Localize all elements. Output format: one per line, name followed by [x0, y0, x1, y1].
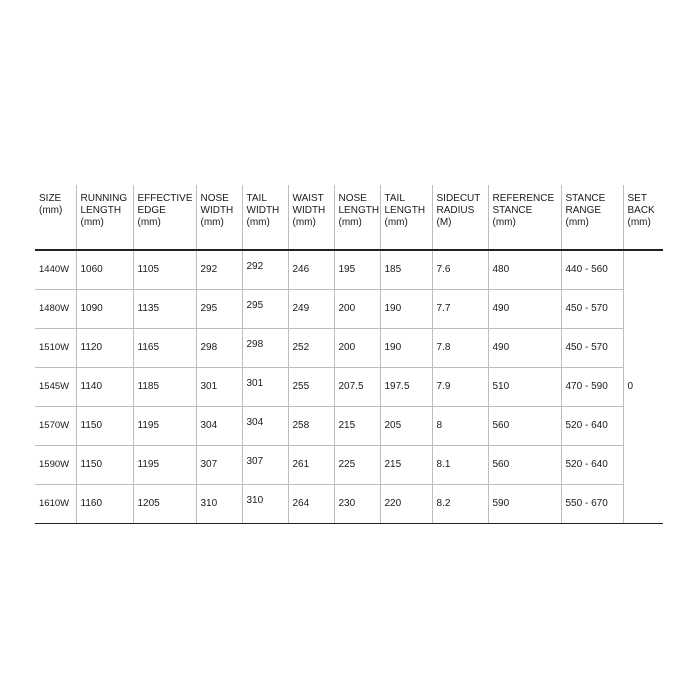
- cell-tail-width: [242, 329, 288, 368]
- cell-effective-edge: [133, 329, 196, 368]
- cell-value: 450 - 570: [565, 303, 608, 314]
- cell-value: 298: [246, 339, 264, 350]
- table-row: [35, 485, 663, 524]
- cell-value: 1165: [137, 342, 160, 353]
- cell-value: 520 - 640: [565, 420, 608, 431]
- cell-value: 1545W: [39, 381, 70, 392]
- cell-value: 520 - 640: [565, 459, 608, 470]
- cell-value: 1090: [80, 303, 103, 314]
- cell-nose-width: [196, 485, 242, 524]
- cell-value: 258: [292, 420, 310, 431]
- cell-nose-length: [334, 485, 380, 524]
- cell-value: 304: [246, 417, 264, 428]
- cell-size: [35, 290, 76, 329]
- cell-value: 292: [246, 261, 264, 272]
- cell-value: 197.5: [384, 381, 410, 392]
- cell-nose-length: [334, 407, 380, 446]
- cell-reference-stance: [488, 446, 561, 485]
- cell-nose-length: [334, 290, 380, 329]
- header-sidecut-radius: SIDECUT RADIUS (M): [432, 185, 488, 250]
- cell-waist-width: [288, 329, 334, 368]
- cell-value: 7.7: [436, 303, 451, 314]
- cell-reference-stance: [488, 407, 561, 446]
- cell-effective-edge: [133, 290, 196, 329]
- cell-value: 470 - 590: [565, 381, 608, 392]
- cell-stance-range: [561, 368, 623, 407]
- header-reference-stance: REFERENCE STANCE (mm): [488, 185, 561, 250]
- cell-running-length: [76, 329, 133, 368]
- spec-table: [35, 185, 663, 524]
- cell-waist-width: [288, 407, 334, 446]
- cell-value: 185: [384, 264, 402, 275]
- cell-value: 264: [292, 498, 310, 509]
- cell-tail-width: [242, 407, 288, 446]
- cell-waist-width: [288, 485, 334, 524]
- cell-sidecut-radius: [432, 446, 488, 485]
- cell-nose-width: [196, 407, 242, 446]
- cell-size: [35, 368, 76, 407]
- cell-tail-length: [380, 368, 432, 407]
- cell-value: 1610W: [39, 498, 70, 509]
- cell-waist-width: [288, 250, 334, 290]
- cell-sidecut-radius: [432, 329, 488, 368]
- cell-stance-range: [561, 290, 623, 329]
- cell-sidecut-radius: [432, 368, 488, 407]
- cell-value: 225: [338, 459, 356, 470]
- cell-effective-edge: [133, 407, 196, 446]
- cell-stance-range: [561, 485, 623, 524]
- table-row: [35, 329, 663, 368]
- header-size: SIZE (mm): [35, 185, 76, 250]
- cell-value: 490: [492, 342, 510, 353]
- cell-tail-width: [242, 446, 288, 485]
- cell-effective-edge: [133, 250, 196, 290]
- cell-size: [35, 485, 76, 524]
- cell-value: 1195: [137, 459, 160, 470]
- cell-value: 295: [246, 300, 264, 311]
- cell-value: 8.1: [436, 459, 451, 470]
- cell-running-length: [76, 250, 133, 290]
- cell-value: 510: [492, 381, 510, 392]
- cell-running-length: [76, 407, 133, 446]
- cell-stance-range: [561, 329, 623, 368]
- cell-value: 7.8: [436, 342, 451, 353]
- cell-sidecut-radius: [432, 407, 488, 446]
- header-stance-range: STANCE RANGE (mm): [561, 185, 623, 250]
- cell-tail-length: [380, 485, 432, 524]
- cell-tail-length: [380, 407, 432, 446]
- cell-reference-stance: [488, 329, 561, 368]
- cell-value: 1105: [137, 264, 160, 275]
- cell-running-length: [76, 485, 133, 524]
- cell-value: 301: [200, 381, 218, 392]
- cell-effective-edge: [133, 485, 196, 524]
- header-waist-width: WAIST WIDTH (mm): [288, 185, 334, 250]
- cell-value: 1140: [80, 381, 103, 392]
- cell-value: 1060: [80, 264, 103, 275]
- cell-value: 1150: [80, 420, 103, 431]
- cell-size: [35, 250, 76, 290]
- cell-value: 590: [492, 498, 510, 509]
- cell-value: 246: [292, 264, 310, 275]
- cell-value: 207.5: [338, 381, 364, 392]
- cell-reference-stance: [488, 250, 561, 290]
- cell-value: 255: [292, 381, 310, 392]
- cell-value: 0: [627, 381, 634, 392]
- header-nose-length: NOSE LENGTH (mm): [334, 185, 380, 250]
- cell-sidecut-radius: [432, 250, 488, 290]
- cell-size: [35, 329, 76, 368]
- header-running-length: RUNNING LENGTH (mm): [76, 185, 133, 250]
- cell-value: 215: [384, 459, 402, 470]
- cell-running-length: [76, 368, 133, 407]
- cell-value: 295: [200, 303, 218, 314]
- cell-waist-width: [288, 446, 334, 485]
- cell-nose-width: [196, 290, 242, 329]
- cell-nose-width: [196, 250, 242, 290]
- cell-value: 215: [338, 420, 356, 431]
- cell-waist-width: [288, 290, 334, 329]
- cell-value: 1570W: [39, 420, 70, 431]
- cell-effective-edge: [133, 446, 196, 485]
- cell-nose-width: [196, 368, 242, 407]
- cell-value: 1160: [80, 498, 103, 509]
- cell-value: 1590W: [39, 459, 70, 470]
- cell-value: 550 - 670: [565, 498, 608, 509]
- header-tail-length: TAIL LENGTH (mm): [380, 185, 432, 250]
- cell-tail-width: [242, 368, 288, 407]
- table-row: [35, 407, 663, 446]
- cell-value: 1440W: [39, 264, 70, 275]
- header-set-back: SET BACK (mm): [623, 185, 663, 250]
- cell-size: [35, 407, 76, 446]
- cell-value: 230: [338, 498, 356, 509]
- cell-value: 7.6: [436, 264, 451, 275]
- cell-reference-stance: [488, 485, 561, 524]
- cell-reference-stance: [488, 368, 561, 407]
- cell-value: 298: [200, 342, 218, 353]
- cell-value: 190: [384, 303, 402, 314]
- cell-value: 301: [246, 378, 264, 389]
- cell-value: 1480W: [39, 303, 70, 314]
- cell-tail-width: [242, 290, 288, 329]
- table-row: [35, 368, 663, 407]
- cell-value: 560: [492, 459, 510, 470]
- table-row: [35, 250, 663, 290]
- cell-nose-length: [334, 250, 380, 290]
- cell-sidecut-radius: [432, 485, 488, 524]
- header-tail-width: TAIL WIDTH (mm): [242, 185, 288, 250]
- cell-value: 1150: [80, 459, 103, 470]
- cell-size: [35, 446, 76, 485]
- cell-nose-width: [196, 329, 242, 368]
- cell-value: 1120: [80, 342, 103, 353]
- table-row: [35, 446, 663, 485]
- cell-waist-width: [288, 368, 334, 407]
- cell-tail-length: [380, 329, 432, 368]
- header-row: [35, 185, 663, 250]
- cell-tail-width: [242, 485, 288, 524]
- cell-value: 480: [492, 264, 510, 275]
- table-body: [35, 250, 663, 524]
- cell-value: 205: [384, 420, 402, 431]
- cell-value: 1135: [137, 303, 160, 314]
- cell-nose-width: [196, 446, 242, 485]
- cell-value: 307: [200, 459, 218, 470]
- cell-value: 310: [246, 495, 264, 506]
- cell-nose-length: [334, 446, 380, 485]
- cell-stance-range: [561, 250, 623, 290]
- cell-reference-stance: [488, 290, 561, 329]
- cell-value: 490: [492, 303, 510, 314]
- cell-sidecut-radius: [432, 290, 488, 329]
- cell-value: 7.9: [436, 381, 451, 392]
- header-nose-width: NOSE WIDTH (mm): [196, 185, 242, 250]
- cell-value: 307: [246, 456, 264, 467]
- cell-value: 190: [384, 342, 402, 353]
- cell-value: 310: [200, 498, 218, 509]
- cell-stance-range: [561, 407, 623, 446]
- header-effective-edge: EFFECTIVE EDGE (mm): [133, 185, 196, 250]
- cell-value: 252: [292, 342, 310, 353]
- cell-value: 1195: [137, 420, 160, 431]
- cell-tail-width: [242, 250, 288, 290]
- cell-value: 200: [338, 303, 356, 314]
- cell-tail-length: [380, 290, 432, 329]
- cell-nose-length: [334, 368, 380, 407]
- cell-nose-length: [334, 329, 380, 368]
- cell-value: 304: [200, 420, 218, 431]
- cell-value: 8.2: [436, 498, 451, 509]
- cell-running-length: [76, 290, 133, 329]
- cell-value: 200: [338, 342, 356, 353]
- cell-value: 440 - 560: [565, 264, 608, 275]
- cell-value: 560: [492, 420, 510, 431]
- cell-stance-range: [561, 446, 623, 485]
- cell-value: 261: [292, 459, 310, 470]
- cell-value: 292: [200, 264, 218, 275]
- cell-value: 220: [384, 498, 402, 509]
- cell-value: 195: [338, 264, 356, 275]
- cell-tail-length: [380, 250, 432, 290]
- cell-value: 249: [292, 303, 310, 314]
- cell-value: 450 - 570: [565, 342, 608, 353]
- cell-value: 1510W: [39, 342, 70, 353]
- cell-value: 1205: [137, 498, 160, 509]
- cell-value: 1185: [137, 381, 160, 392]
- cell-set-back: [623, 250, 663, 524]
- cell-value: 8: [436, 420, 443, 431]
- cell-tail-length: [380, 446, 432, 485]
- table-row: [35, 290, 663, 329]
- cell-effective-edge: [133, 368, 196, 407]
- cell-running-length: [76, 446, 133, 485]
